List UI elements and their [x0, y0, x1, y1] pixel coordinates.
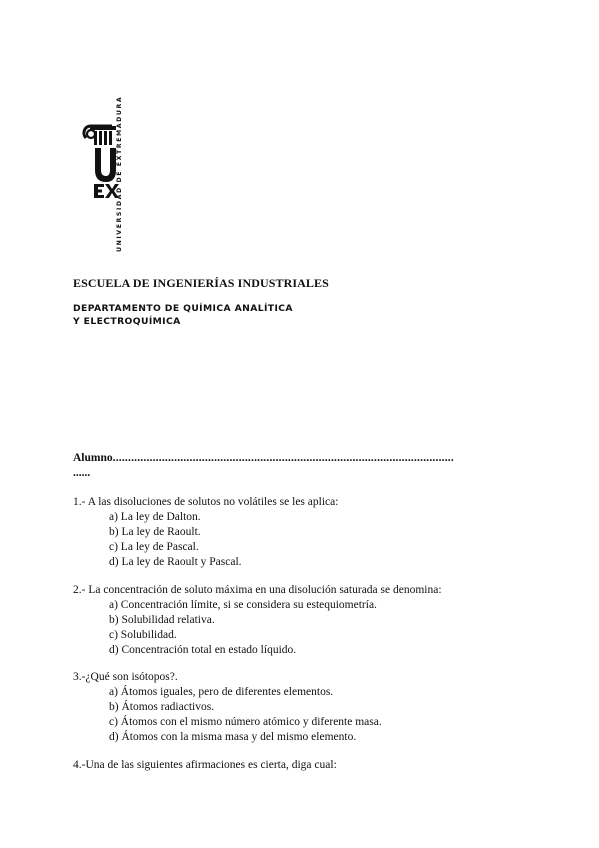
question-3 — [73, 670, 382, 745]
student-dots-line-1: ............................................................................................................... — [112, 452, 454, 464]
option-b: b) La ley de Raoult. — [109, 526, 201, 538]
option-c: c) La ley de Pascal. — [109, 541, 199, 553]
question-text: 1.- A las disoluciones de solutos no volátiles se les aplica: — [73, 496, 339, 508]
option-c: c) Solubilidad. — [109, 629, 177, 641]
question-1 — [73, 495, 338, 570]
option-list — [73, 510, 338, 570]
option-list — [73, 685, 382, 745]
student-name-field[interactable] — [73, 451, 528, 465]
option-b: b) Solubilidad relativa. — [109, 614, 215, 626]
option-d: d) La ley de Raoult y Pascal. — [109, 556, 242, 568]
question-text: 2.- La concentración de soluto máxima en una disolución saturada se denomina: — [73, 584, 442, 596]
option-d: d) Átomos con la misma masa y del mismo elemento. — [109, 731, 357, 743]
option-a: a) Concentración límite, si se considera su estequiometría. — [109, 599, 377, 611]
option-a: a) Átomos iguales, pero de diferentes elementos. — [109, 686, 334, 698]
question-4 — [73, 758, 337, 773]
option-d: d) Concentración total en estado líquido. — [109, 644, 297, 656]
question-2 — [73, 583, 442, 658]
university-logo — [82, 90, 142, 255]
option-a: a) La ley de Dalton. — [109, 511, 201, 523]
department-line-1: DEPARTAMENTO DE QUÍMICA ANALÍTICA — [73, 303, 293, 314]
student-dots-line-2: ...... — [73, 467, 91, 479]
option-c: c) Átomos con el mismo número atómico y diferente masa. — [109, 716, 382, 728]
option-b: b) Átomos radiactivos. — [109, 701, 215, 713]
question-text: 4.-Una de las siguientes afirmaciones es cierta, diga cual: — [73, 759, 337, 771]
school-name: ESCUELA DE INGENIERÍAS INDUSTRIALES — [73, 276, 329, 290]
university-name-vertical: UNIVERSIDAD DE EXTREMADURA — [116, 95, 123, 252]
department-line-2: Y ELECTROQUÍMICA — [73, 316, 181, 327]
option-list — [73, 598, 442, 658]
column-emblem-icon — [82, 90, 142, 255]
question-text: 3.-¿Qué son isótopos?. — [73, 671, 178, 683]
student-label: Alumno — [73, 452, 113, 464]
department-name — [73, 302, 293, 328]
